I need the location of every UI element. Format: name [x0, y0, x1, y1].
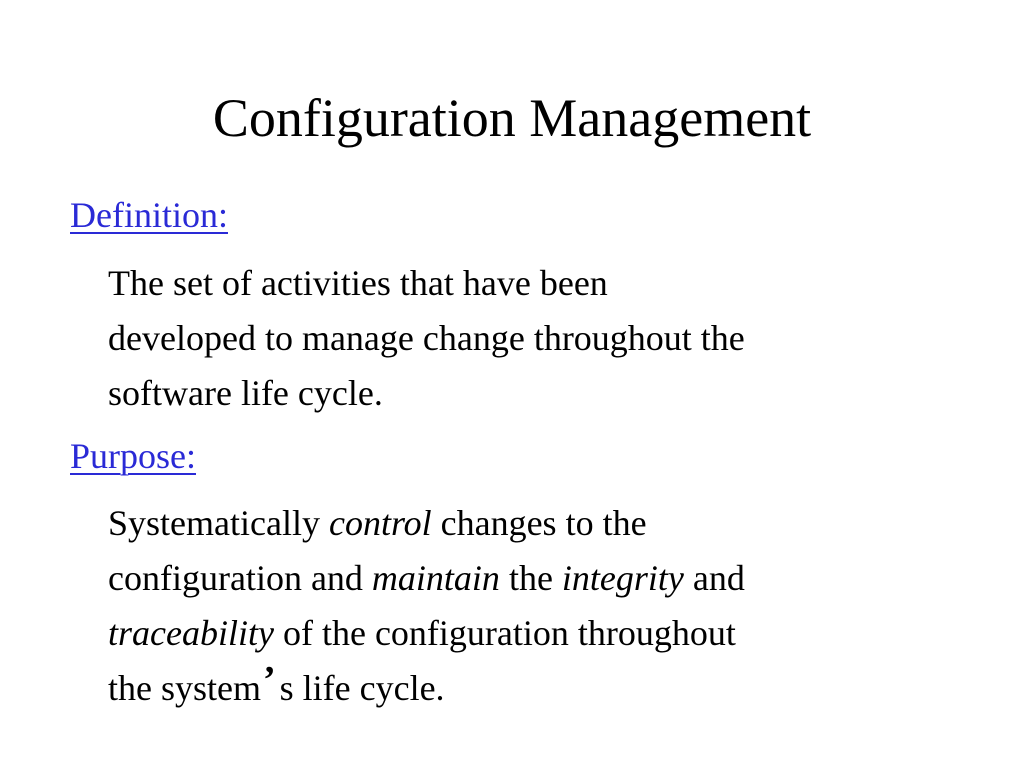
definition-text [108, 256, 938, 421]
purpose-line-4-end: s life cycle. [279, 668, 445, 708]
purpose-line-2-mid: the [499, 558, 562, 598]
purpose-heading-link[interactable]: Purpose: [70, 436, 196, 476]
purpose-line-4-start: the system [108, 668, 261, 708]
purpose-line-1-end: changes to the [431, 503, 647, 543]
definition-heading-link[interactable]: Definition: [70, 195, 228, 235]
purpose-line-2-start: configuration and [108, 558, 372, 598]
purpose-term-integrity: integrity [561, 558, 684, 598]
purpose-line-3-end: of the configuration throughout [273, 613, 736, 653]
purpose-term-traceability: traceability [108, 613, 274, 653]
definition-line-2: developed to manage change throughout the [108, 318, 745, 358]
purpose-term-control: control [328, 503, 432, 543]
purpose-term-maintain: maintain [371, 558, 500, 598]
slide-title: Configuration Management [212, 88, 812, 148]
purpose-line-1-start: Systematically [108, 503, 329, 543]
purpose-text [108, 496, 938, 716]
definition-line-3: software life cycle. [108, 373, 383, 413]
purpose-line-2-end: and [683, 558, 745, 598]
purpose-apostrophe: ’ [262, 659, 276, 701]
definition-line-1: The set of activities that have been [108, 263, 608, 303]
